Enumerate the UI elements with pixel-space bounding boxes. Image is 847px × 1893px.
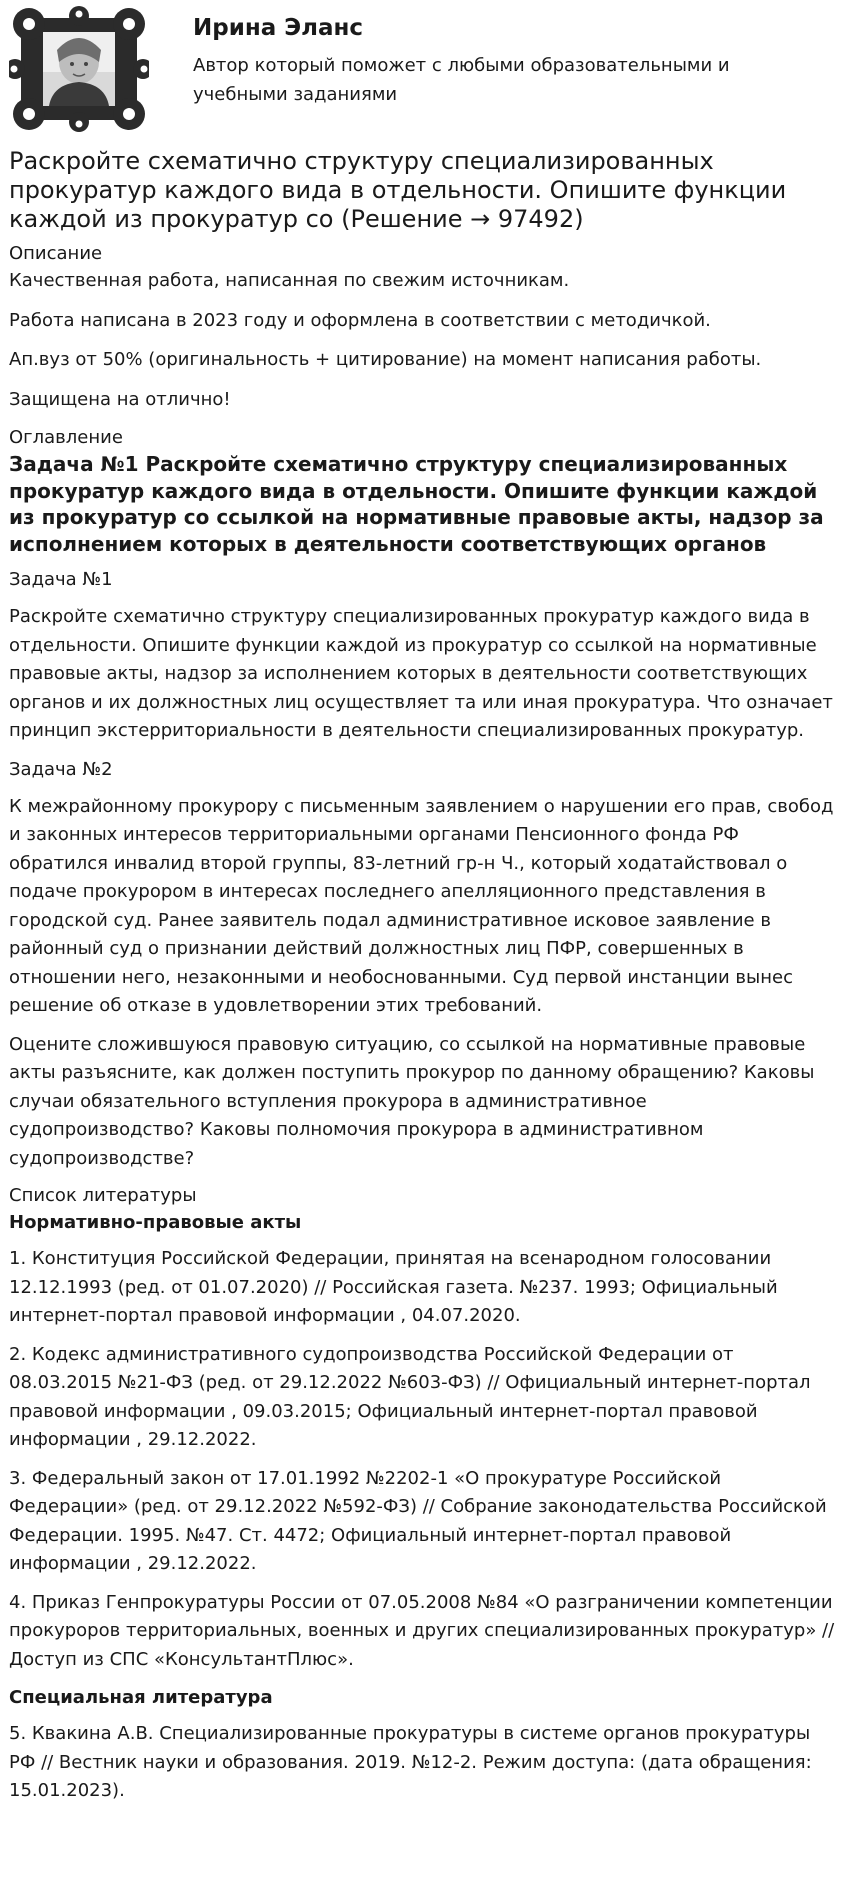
literature-label: Список литературы [9,1185,197,1206]
author-description: Автор который поможет с любыми образовательными и учебными заданиями [193,55,730,105]
task1-label: Задача №1 [9,569,113,590]
literature-item: 2. Кодекс административного судопроизводства Российской Федерации от 08.03.2015 №21-ФЗ (ред. от 29.12.2022 №603-ФЗ) // Официальный интернет-портал правовой информации , 09.03.2015; Официальный интернет-портал правовой информации , 29.12.2022. [9,1343,811,1450]
literature-list [9,1245,837,1674]
description-paragraph: Ап.вуз от 50% (оригинальность + цитирование) на момент написания работы. [9,349,762,370]
task1-text: Раскройте схематично структуру специализированных прокуратур каждого вида в отдельности. Опишите функции каждой из прокуратур со ссылкой на нормативные правовые акты, надзор за исполнением которых в деятельности соответствующих органов и их должностных лиц осуществляет та или иная прокуратура. Что означает принцип экстерриториальности в деятельности специализированных прокуратур. [9,606,833,741]
description-paragraph: Работа написана в 2023 году и оформлена в соответствии с методичкой. [9,309,711,331]
description-paragraph: Защищена на отлично! [9,388,231,410]
toc-label: Оглавление [9,427,123,448]
special-literature-list [9,1720,837,1806]
normative-heading: Нормативно-правовые акты [9,1212,302,1233]
avatar [9,6,149,132]
film-reel-avatar-icon [9,6,149,132]
task2-paragraph: К межрайонному прокурору с письменным заявлением о нарушении его прав, свобод и законных интересов территориальными органами Пенсионного фонда РФ обратился инвалид второй группы, 83-летний гр-н Ч., который ходатайствовал о подаче прокурором в интересах последнего апелляционного представления в городской суд. Ранее заявитель подал административное исковое заявление в районный суд о признании действий должностных лиц ПФР, совершенных в отношении него, незаконными и необоснованными. Суд первой инстанции вынес решение об отказе в удовлетворении этих требований. [9,795,834,1016]
task2-paragraph: Оцените сложившуюся правовую ситуацию, со ссылкой на нормативные правовые акты разъясните, как должен поступить прокурор по данному обращению? Каковы случаи обязательного вступления прокурора в административное судопроизводство? Каковы полномочия прокурора в административном судопроизводстве? [9,1033,815,1169]
literature-item: 3. Федеральный закон от 17.01.1992 №2202-1 «О прокуратуре Российской Федерации» (ред. от 29.12.2022 №592-ФЗ) // Собрание законодательства Российской Федерации. 1995. №47. Ст. 4472; Официальный интернет-портал правовой информации , 29.12.2022. [9,1467,827,1574]
literature-item: 1. Конституция Российской Федерации, принятая на всенародном голосовании 12.12.1993 (ред. от 01.07.2020) // Российская газета. №237. 1993; Официальный интернет-портал правовой информации , 04.07.2020. [9,1248,778,1326]
description-label: Описание [9,243,103,264]
author-name[interactable]: Ирина Эланс [193,15,364,41]
author-block [9,0,837,138]
page-title: Раскройте схематично структуру специализированных прокуратур каждого вида в отдельности. Опишите функции каждой из прокуратур со (Решение → 97492) [9,147,787,233]
toc-heading: Задача №1 Раскройте схематично структуру специализированных прокуратур каждого вида в отдельности. Опишите функции каждой из прокуратур со ссылкой на нормативные правовые акты, надзор за исполнением которых в деятельности соответствующих органов [9,452,824,556]
task2-label: Задача №2 [9,758,113,780]
literature-item: 5. Квакина А.В. Специализированные прокуратуры в системе органов прокуратуры РФ // Вестник науки и образования. 2019. №12-2. Режим доступа: (дата обращения: 15.01.2023). [9,1723,812,1801]
literature-item: 4. Приказ Генпрокуратуры России от 07.05.2008 №84 «О разграничении компетенции прокуроров территориальных, военных и других специализированных прокуратур» // Доступ из СПС «КонсультантПлюс». [9,1591,835,1670]
description-paragraph: Качественная работа, написанная по свежим источникам. [9,270,570,291]
special-literature-heading: Специальная литература [9,1687,273,1708]
description-section [9,267,837,414]
